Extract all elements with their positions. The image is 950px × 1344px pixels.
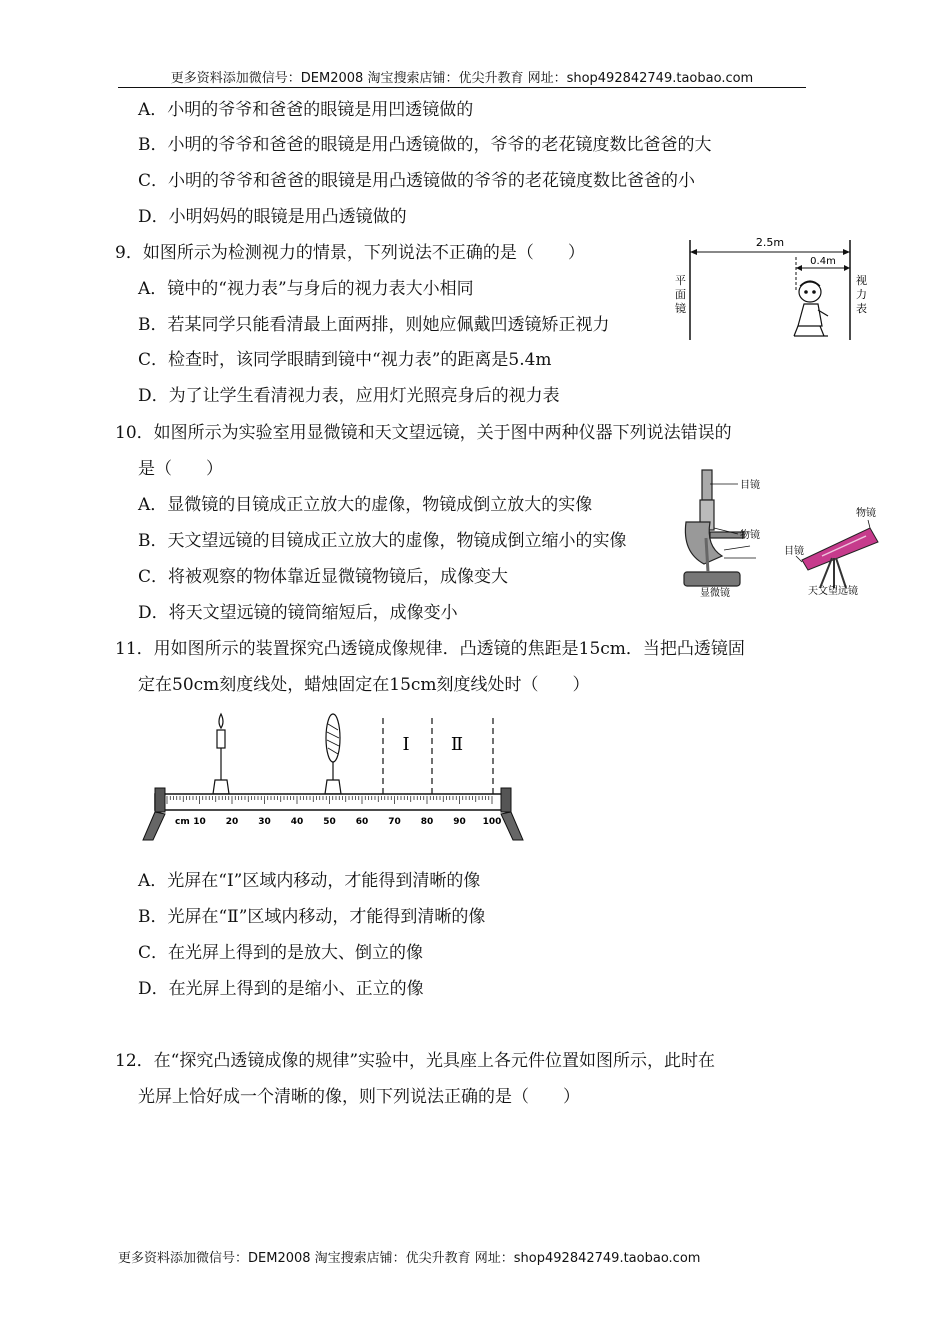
q10-option-c: C．将被观察的物体靠近显微镜物镜后，成像变大: [138, 567, 509, 587]
telescope-eyepiece-label: 目镜: [784, 546, 804, 557]
header-divider: [118, 87, 806, 88]
ruler-tick-label: 10: [193, 817, 206, 827]
page-footer: 更多资料添加微信号：DEM2008 淘宝搜索店铺：优尖升教育 网址：shop492842749.taobao.com: [118, 1251, 701, 1266]
distance-small-label: 0.4m: [810, 256, 836, 267]
q12-stem-line2: 光屏上恰好成一个清晰的像，则下列说法正确的是（ ）: [138, 1087, 580, 1107]
ruler-tick-label: 40: [290, 817, 304, 827]
q10-stem-line1: 10．如图所示为实验室用显微镜和天文望远镜，关于图中两种仪器下列说法错误的: [115, 423, 732, 443]
q10-option-d: D．将天文望远镜的镜筒缩短后，成像变小: [138, 603, 458, 623]
ruler-tick-label: 60: [355, 817, 369, 827]
ruler-tick-label: 30: [258, 817, 271, 827]
eyepiece-label: 目镜: [740, 480, 760, 491]
telescope-label: 天文望远镜: [808, 586, 858, 597]
mirror-label: 平面镜: [675, 274, 686, 315]
q8-option-a: A．小明的爷爷和爸爸的眼镜是用凹透镜做的: [138, 100, 474, 120]
unit-label: cm: [175, 817, 190, 827]
q9-stem: 9．如图所示为检测视力的情景，下列说法不正确的是（ ）: [115, 243, 585, 263]
chart-label: 视力表: [856, 274, 867, 315]
microscope-label: 显微镜: [700, 588, 730, 599]
telescope-figure: [782, 502, 902, 598]
region1-label: Ⅰ: [402, 734, 410, 755]
q11-stem-line1: 11．用如图所示的装置探究凸透镜成像规律．凸透镜的焦距是15cm．当把凸透镜固: [115, 639, 745, 659]
convex-lens: [325, 714, 341, 794]
q10-option-a: A．显微镜的目镜成正立放大的虚像，物镜成倒立放大的实像: [138, 495, 593, 515]
q11-stem-line2: 定在50cm刻度线处，蜡烛固定在15cm刻度线处时（ ）: [138, 675, 590, 695]
distance-total-label: 2.5m: [755, 236, 785, 249]
q12-stem-line1: 12．在“探究凸透镜成像的规律”实验中，光具座上各元件位置如图所示，此时在: [115, 1051, 716, 1071]
q9-option-d: D．为了让学生看清视力表，应用灯光照亮身后的视力表: [138, 386, 560, 406]
ruler-tick-label: 90: [453, 817, 466, 827]
q8-option-d: D．小明妈妈的眼镜是用凸透镜做的: [138, 207, 407, 227]
q9-option-c: C．检查时，该同学眼睛到镜中“视力表”的距离是5.4m: [138, 350, 552, 370]
q11-option-d: D．在光屏上得到的是缩小、正立的像: [138, 979, 424, 999]
ruler-tick-labels: [193, 817, 501, 827]
ruler-tick-label: 20: [225, 817, 239, 827]
q10-stem-line2: 是（ ）: [138, 459, 223, 479]
q11-option-c: C．在光屏上得到的是放大、倒立的像: [138, 943, 424, 963]
q9-option-b: B．若某同学只能看清最上面两排，则她应佩戴凹透镜矫正视力: [138, 315, 610, 335]
q10-option-b: B．天文望远镜的目镜成正立放大的虚像，物镜成倒立缩小的实像: [138, 531, 627, 551]
ruler-tick-label: 70: [388, 817, 401, 827]
student-illustration: [794, 281, 828, 336]
objective-label: 物镜: [740, 530, 760, 541]
q11-option-b: B．光屏在“Ⅱ”区域内移动，才能得到清晰的像: [138, 907, 486, 927]
optical-bench-figure: [135, 710, 535, 850]
q8-option-b: B．小明的爷爷和爸爸的眼镜是用凸透镜做的，爷爷的老花镜度数比爸爸的大: [138, 135, 712, 155]
page-header: 更多资料添加微信号：DEM2008 淘宝搜索店铺：优尖升教育 网址：shop492842749.taobao.com: [170, 71, 754, 86]
q9-option-a: A．镜中的“视力表”与身后的视力表大小相同: [138, 279, 474, 299]
candle: [213, 714, 229, 794]
microscope-figure: [680, 462, 780, 602]
vision-test-figure: [670, 232, 880, 344]
ruler-tick-label: 80: [420, 817, 434, 827]
q8-option-c: C．小明的爷爷和爸爸的眼镜是用凸透镜做的爷爷的老花镜度数比爸爸的小: [138, 171, 696, 191]
ruler-tick-label: 100: [482, 817, 502, 827]
telescope-objective-label: 物镜: [856, 508, 876, 519]
region2-label: Ⅱ: [450, 734, 464, 755]
q11-option-a: A．光屏在“Ⅰ”区域内移动，才能得到清晰的像: [138, 871, 481, 891]
ruler-tick-label: 50: [323, 817, 336, 827]
